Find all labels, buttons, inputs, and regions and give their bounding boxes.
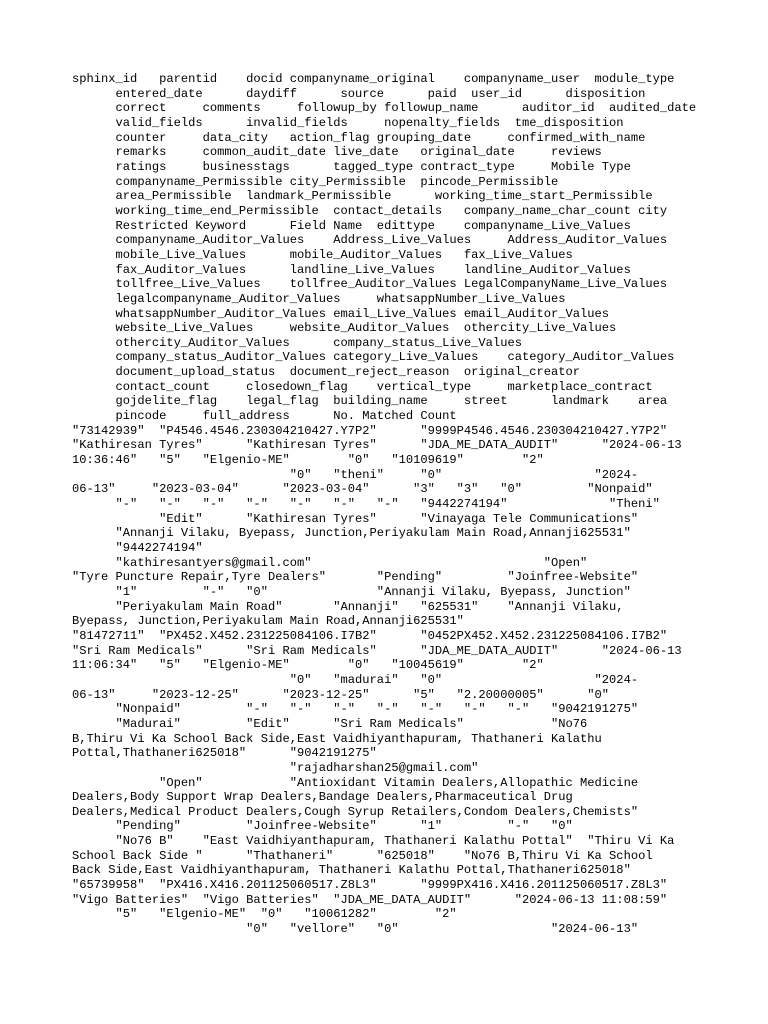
- text-line: 06-13" "2023-03-04" "2023-03-04" "3" "3" "0" "Nonpaid": [72, 482, 653, 497]
- text-line: contact_count closedown_flag vertical_type marketplace_contract: [72, 379, 653, 394]
- text-line: "Madurai" "Edit" "Sri Ram Medicals" "No76: [72, 716, 588, 731]
- text-line: "81472711" "PX452.X452.231225084106.I7B2" "0452PX452.X452.231225084106.I7B2": [72, 628, 668, 643]
- text-line: Byepass, Junction,Periyakulam Main Road,Annanji625531": [72, 614, 464, 629]
- text-line: remarks common_audit_date live_date original_date reviews: [72, 145, 602, 160]
- text-line: ratings businesstags tagged_type contract_type Mobile Type: [72, 159, 631, 174]
- text-line: pincode full_address No. Matched Count: [72, 409, 457, 424]
- text-line: othercity_Auditor_Values company_status_Live_Values: [72, 335, 522, 350]
- text-line: area_Permissible landmark_Permissible working_time_start_Permissible: [72, 189, 653, 204]
- text-line: tollfree_Live_Values tollfree_Auditor_Values LegalCompanyName_Live_Values: [72, 277, 668, 292]
- text-line: company_status_Auditor_Values category_Live_Values category_Auditor_Values: [72, 350, 675, 365]
- text-line: "0" "vellore" "0" "2024-06-13": [72, 922, 639, 937]
- text-line: "0" "madurai" "0" "2024-: [72, 672, 639, 687]
- text-line: "No76 B" "East Vaidhiyanthapuram, Thathaneri Kalathu Pottal" "Thiru Vi Ka: [72, 834, 675, 849]
- text-line: "Tyre Puncture Repair,Tyre Dealers" "Pending" "Joinfree-Website": [72, 570, 639, 585]
- text-line: "-" "-" "-" "-" "-" "-" "-" "9442274194" "Theni": [72, 497, 660, 512]
- text-line: 06-13" "2023-12-25" "2023-12-25" "5" "2.20000005" "0": [72, 687, 610, 702]
- text-line: "5" "Elgenio-ME" "0" "10061282" "2": [72, 907, 457, 922]
- text-line: Dealers,Medical Product Dealers,Cough Syrup Retailers,Condom Dealers,Chemists": [72, 804, 639, 819]
- text-line: sphinx_id parentid docid companyname_original companyname_user module_type: [72, 72, 675, 86]
- text-line: fax_Auditor_Values landline_Live_Values landline_Auditor_Values: [72, 262, 631, 277]
- document-page: [72, 72, 696, 937]
- text-line: 11:06:34" "5" "Elgenio-ME" "0" "10045619" "2": [72, 658, 544, 673]
- text-line: valid_fields invalid_fields nopenalty_fields tme_disposition: [72, 115, 624, 130]
- text-line: "Edit" "Kathiresan Tyres" "Vinayaga Tele Communications": [72, 511, 639, 526]
- text-line: companyname_Auditor_Values Address_Live_Values Address_Auditor_Values: [72, 233, 668, 248]
- text-line: companyname_Permissible city_Permissible pincode_Permissible: [72, 174, 559, 189]
- text-line: B,Thiru Vi Ka School Back Side,East Vaidhiyanthapuram, Thathaneri Kalathu: [72, 731, 602, 746]
- text-line: Restricted Keyword Field Name edittype companyname_Live_Values: [72, 218, 631, 233]
- text-line: "73142939" "P4546.4546.230304210427.Y7P2" "9999P4546.4546.230304210427.Y7P2": [72, 423, 668, 438]
- text-line: "Vigo Batteries" "Vigo Batteries" "JDA_ME_DATA_AUDIT" "2024-06-13 11:08:59": [72, 892, 668, 907]
- text-line: entered_date daydiff source paid user_id disposition: [72, 86, 646, 101]
- text-line: whatsappNumber_Auditor_Values email_Live_Values email_Auditor_Values: [72, 306, 610, 321]
- text-line: "Nonpaid" "-" "-" "-" "-" "-" "-" "-" "9042191275": [72, 702, 639, 717]
- text-line: "1" "-" "0" "Annanji Vilaku, Byepass, Junction": [72, 584, 631, 599]
- text-line: "Pending" "Joinfree-Website" "1" "-" "0": [72, 819, 573, 834]
- text-line: "0" "theni" "0" "2024-: [72, 467, 639, 482]
- text-line: gojdelite_flag legal_flag building_name street landmark area: [72, 394, 668, 409]
- text-line: "Sri Ram Medicals" "Sri Ram Medicals" "JDA_ME_DATA_AUDIT" "2024-06-13: [72, 643, 682, 658]
- text-line: Pottal,Thathaneri625018" "9042191275": [72, 746, 377, 761]
- text-line: working_time_end_Permissible contact_details company_name_char_count city: [72, 203, 668, 218]
- text-line: 10:36:46" "5" "Elgenio-ME" "0" "10109619" "2": [72, 453, 544, 468]
- text-line: counter data_city action_flag grouping_date confirmed_with_name: [72, 130, 646, 145]
- text-line: mobile_Live_Values mobile_Auditor_Values fax_Live_Values: [72, 247, 573, 262]
- text-line: correct comments followup_by followup_name auditor_id audited_date: [72, 101, 697, 116]
- text-line: "rajadharshan25@gmail.com": [72, 760, 479, 775]
- text-line: "Periyakulam Main Road" "Annanji" "625531" "Annanji Vilaku,: [72, 599, 624, 614]
- text-line: legalcompanyname_Auditor_Values whatsappNumber_Live_Values: [72, 291, 566, 306]
- text-line: "Kathiresan Tyres" "Kathiresan Tyres" "JDA_ME_DATA_AUDIT" "2024-06-13: [72, 438, 682, 453]
- document-text: [72, 72, 696, 937]
- text-line: "Annanji Vilaku, Byepass, Junction,Periyakulam Main Road,Annanji625531": [72, 526, 631, 541]
- text-line: "65739958" "PX416.X416.201125060517.Z8L3" "9999PX416.X416.201125060517.Z8L3": [72, 878, 668, 893]
- text-line: website_Live_Values website_Auditor_Values othercity_Live_Values: [72, 321, 617, 336]
- text-line: "9442274194": [72, 541, 203, 555]
- text-line: Dealers,Body Support Wrap Dealers,Bandage Dealers,Pharmaceutical Drug: [72, 790, 573, 805]
- text-line: School Back Side " "Thathaneri" "625018" "No76 B,Thiru Vi Ka School: [72, 848, 653, 863]
- text-line: "kathiresantyers@gmail.com" "Open": [72, 555, 588, 570]
- text-line: Back Side,East Vaidhiyanthapuram, Thathaneri Kalathu Pottal,Thathaneri625018": [72, 863, 631, 878]
- text-line: "Open" "Antioxidant Vitamin Dealers,Allopathic Medicine: [72, 775, 639, 790]
- text-line: document_upload_status document_reject_reason original_creator: [72, 365, 581, 380]
